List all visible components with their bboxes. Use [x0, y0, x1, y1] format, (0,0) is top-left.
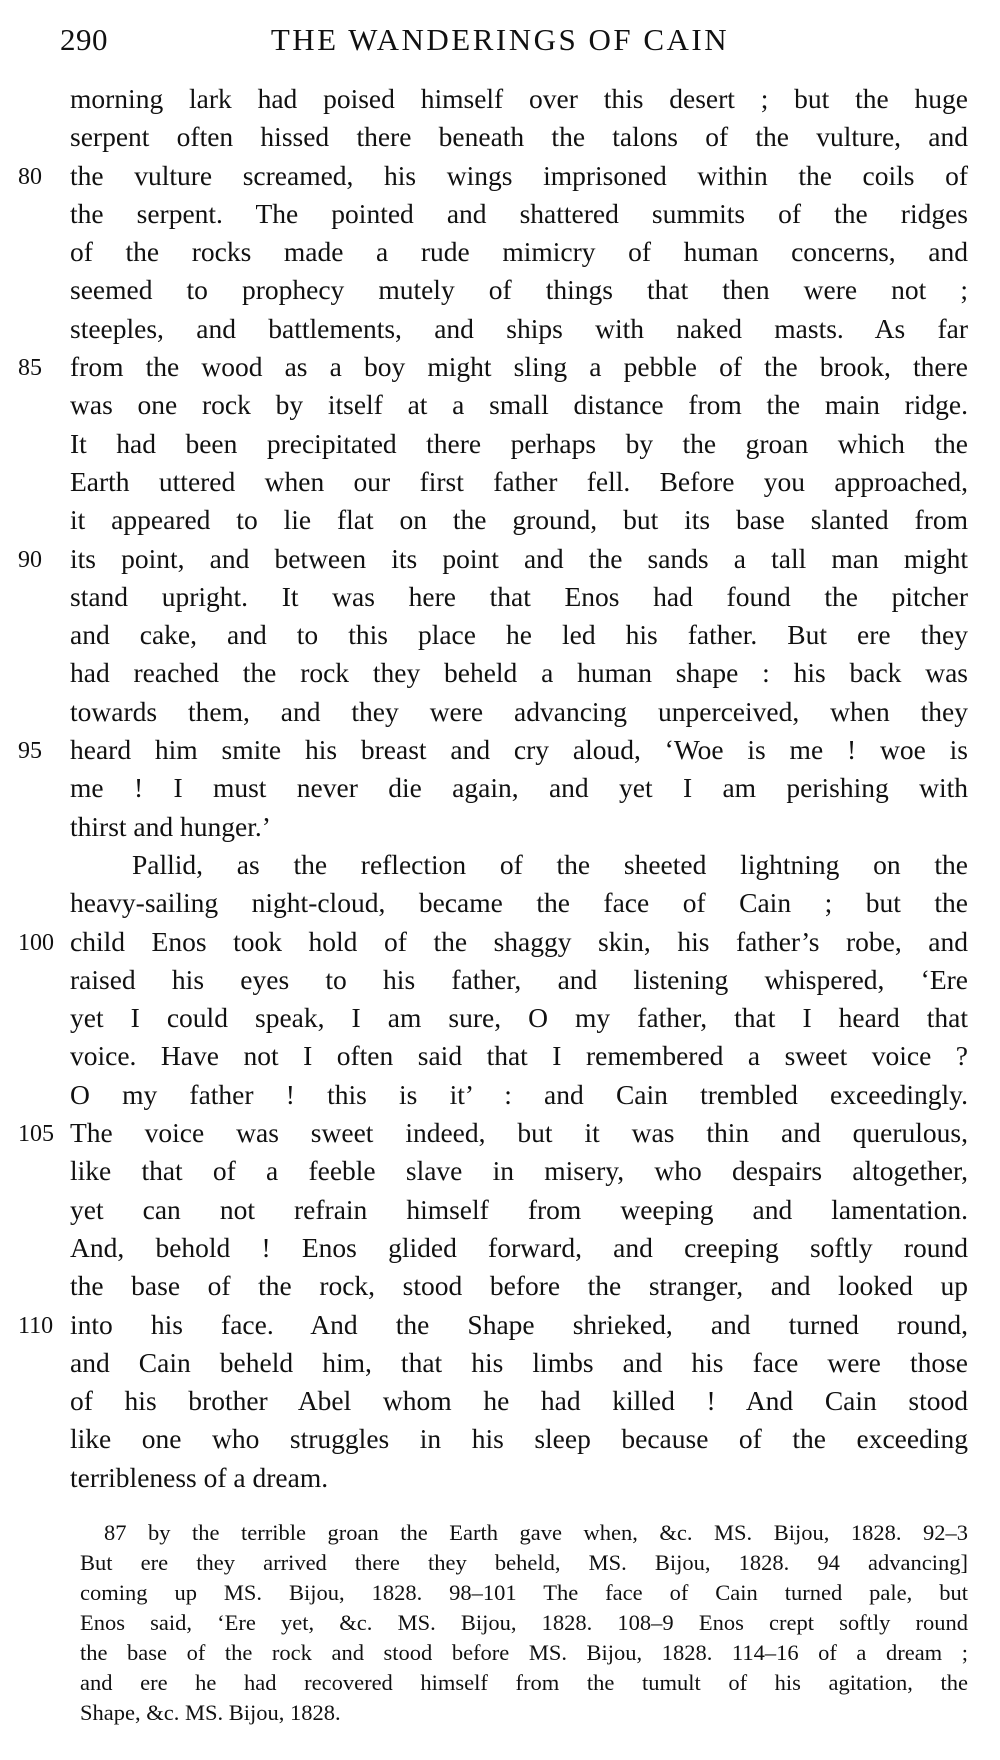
line-number: 95 — [18, 738, 42, 765]
text-line — [0, 1037, 1000, 1075]
line-text: serpent often hissed there beneath the talons of the vulture, and — [70, 121, 968, 153]
running-header — [60, 22, 940, 66]
line-text: of the rocks made a rude mimicry of human concerns, and — [70, 236, 968, 268]
text-line — [0, 731, 1000, 769]
line-text: seemed to prophecy mutely of things that then were not ; — [70, 274, 968, 306]
line-text: had reached the rock they beheld a human shape : his back was — [70, 657, 968, 689]
text-line — [0, 846, 1000, 884]
footnotes — [80, 1518, 968, 1728]
text-line — [0, 769, 1000, 807]
running-title: THE WANDERINGS OF CAIN — [270, 22, 730, 57]
line-text: voice. Have not I often said that I remembered a sweet voice ? — [70, 1040, 968, 1072]
line-text: from the wood as a boy might sling a pebble of the brook, there — [70, 351, 968, 383]
line-text: O my father ! this is it’ : and Cain trembled exceedingly. — [70, 1078, 968, 1110]
line-text: the base of the rock, stood before the stranger, and looked up — [70, 1270, 968, 1302]
footnote-line: But ere they arrived there they beheld, MS. Bijou, 1828. 94 advancing] — [80, 1550, 968, 1575]
text-line — [0, 1076, 1000, 1114]
footnote-line: 87 by the terrible groan the Earth gave when, &c. MS. Bijou, 1828. 92–3 — [104, 1520, 968, 1545]
text-line — [0, 463, 1000, 501]
line-text: and cake, and to this place he led his father. But ere they — [70, 619, 968, 651]
text-line — [0, 80, 1000, 118]
line-text: was one rock by itself at a small distance from the main ridge. — [70, 389, 968, 421]
line-text: the serpent. The pointed and shattered summits of the ridges — [70, 197, 968, 229]
page-number: 290 — [60, 22, 108, 57]
text-line — [0, 271, 1000, 309]
text-line — [0, 1229, 1000, 1267]
line-number: 110 — [18, 1312, 54, 1339]
text-line — [0, 348, 1000, 386]
line-text: and Cain beheld him, that his limbs and his face were those — [70, 1346, 968, 1378]
line-text: terribleness of a dream. — [70, 1461, 329, 1493]
line-text: it appeared to lie flat on the ground, but its base slanted from — [70, 504, 968, 536]
text-line — [0, 1267, 1000, 1305]
line-text: yet can not refrain himself from weeping and lamentation. — [70, 1193, 968, 1225]
footnote-line: Enos said, ‘Ere yet, &c. MS. Bijou, 1828. 108–9 Enos crept softly round — [80, 1610, 968, 1635]
text-line — [0, 233, 1000, 271]
text-line — [0, 578, 1000, 616]
text-line — [0, 808, 1000, 846]
text-line — [0, 157, 1000, 195]
text-line — [0, 616, 1000, 654]
footnote-line: coming up MS. Bijou, 1828. 98–101 The face of Cain turned pale, but — [80, 1580, 968, 1605]
text-line — [0, 310, 1000, 348]
text-line — [0, 195, 1000, 233]
line-number: 100 — [18, 929, 54, 956]
line-text: stand upright. It was here that Enos had found the pitcher — [70, 580, 968, 612]
line-text: like one who struggles in his sleep because of the exceeding — [70, 1423, 968, 1455]
line-text: steeples, and battlements, and ships with naked masts. As far — [70, 312, 968, 344]
footnote-line: and ere he had recovered himself from the tumult of his agitation, the — [80, 1670, 968, 1695]
line-text: Pallid, as the reflection of the sheeted lightning on the — [132, 848, 968, 880]
line-text: morning lark had poised himself over this desert ; but the huge — [70, 83, 968, 114]
text-line — [0, 1420, 1000, 1458]
line-number: 80 — [18, 163, 42, 190]
line-text: towards them, and they were advancing unperceived, when they — [70, 695, 968, 727]
text-line — [0, 693, 1000, 731]
line-text: raised his eyes to his father, and listening whispered, ‘Ere — [70, 963, 968, 995]
footnote-line: Shape, &c. MS. Bijou, 1828. — [80, 1700, 341, 1725]
line-text: like that of a feeble slave in misery, who despairs altogether, — [70, 1155, 968, 1187]
line-number: 105 — [18, 1121, 54, 1148]
text-line — [0, 1306, 1000, 1344]
text-line — [0, 501, 1000, 539]
line-number: 85 — [18, 355, 42, 382]
line-text: thirst and hunger.’ — [70, 810, 271, 842]
text-line — [0, 1344, 1000, 1382]
text-line — [0, 923, 1000, 961]
line-text: yet I could speak, I am sure, O my father, that I heard that — [70, 1002, 968, 1034]
text-line — [0, 425, 1000, 463]
line-text: It had been precipitated there perhaps by the groan which the — [70, 427, 968, 459]
line-text: Earth uttered when our first father fell. Before you approached, — [70, 465, 968, 497]
line-text: The voice was sweet indeed, but it was thin and querulous, — [70, 1117, 968, 1149]
text-line — [0, 654, 1000, 692]
line-text: And, behold ! Enos glided forward, and creeping softly round — [70, 1231, 968, 1263]
text-line — [0, 540, 1000, 578]
text-line — [0, 118, 1000, 156]
text-line — [0, 999, 1000, 1037]
line-text: of his brother Abel whom he had killed ! And Cain stood — [70, 1385, 968, 1417]
text-line — [0, 884, 1000, 922]
line-text: heard him smite his breast and cry aloud, ‘Woe is me ! woe is — [70, 734, 968, 766]
text-line — [0, 961, 1000, 999]
line-text: heavy-sailing night-cloud, became the face of Cain ; but the — [70, 887, 968, 919]
footnote-line: the base of the rock and stood before MS. Bijou, 1828. 114–16 of a dream ; — [80, 1640, 968, 1665]
line-text: into his face. And the Shape shrieked, and turned round, — [70, 1308, 968, 1340]
line-text: child Enos took hold of the shaggy skin, his father’s robe, and — [70, 925, 968, 957]
line-text: the vulture screamed, his wings imprisoned within the coils of — [70, 159, 968, 191]
text-line — [0, 1152, 1000, 1190]
line-text: me ! I must never die again, and yet I am perishing with — [70, 772, 968, 804]
text-line — [0, 1382, 1000, 1420]
line-number: 90 — [18, 546, 42, 573]
text-line — [0, 1459, 1000, 1497]
text-line — [0, 1114, 1000, 1152]
line-text: its point, and between its point and the sands a tall man might — [70, 542, 968, 574]
text-line — [0, 386, 1000, 424]
text-line — [0, 1191, 1000, 1229]
main-text — [0, 80, 1000, 1497]
